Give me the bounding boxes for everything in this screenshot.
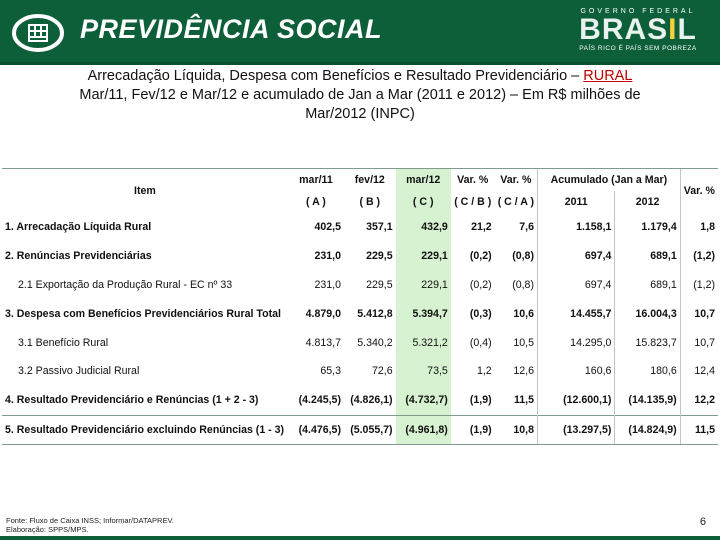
cell-var-ca: (0,8) — [512, 278, 534, 291]
cell-mar12: 5.394,7 — [396, 299, 451, 328]
header-acumulado: Acumulado (Jan a Mar) — [537, 169, 680, 192]
cell-mar12: (4.732,7) — [396, 386, 451, 415]
cell-var-cb: (0,3) — [469, 307, 492, 320]
cell-var-cb: (0,4) — [469, 336, 492, 349]
footer-notes — [6, 516, 174, 534]
brasil-part-i: I — [668, 13, 678, 46]
header-c: ( C ) — [396, 191, 451, 213]
header-row-1 — [2, 169, 718, 192]
cell-acum-2011: (13.297,5) — [537, 415, 614, 445]
cell-mar12: 229,1 — [396, 242, 451, 271]
cell-acum-2012: 180,6 — [615, 357, 680, 386]
cell-var-acum: 1,8 — [680, 213, 718, 242]
row-label: 3. Despesa com Benefícios Previdenciários Rural Total — [5, 307, 281, 320]
cell-mar12: 73,5 — [396, 357, 451, 386]
header-fev12: fev/12 — [344, 169, 396, 192]
cell-acum-2011: 1.158,1 — [537, 213, 614, 242]
cell-fev12: 72,6 — [371, 365, 393, 378]
cell-mar11: (4.476,5) — [288, 415, 344, 445]
header-2012: 2012 — [615, 191, 680, 213]
brasil-part-b: L — [677, 13, 697, 46]
cell-mar12: 5.321,2 — [396, 328, 451, 357]
header-ca: ( C / A ) — [497, 196, 534, 208]
cell-acum-2012: (14.135,9) — [615, 386, 680, 415]
row-label: 3.1 Benefício Rural — [18, 336, 109, 349]
header-var-2: Var. % — [495, 169, 538, 192]
cell-mar11: (4.245,5) — [298, 394, 341, 407]
cell-var-acum: (1,2) — [680, 242, 718, 271]
table-row — [2, 415, 718, 445]
page-title — [20, 67, 700, 124]
cell-var-ca: (0,8) — [512, 250, 534, 263]
gov-slogan: PAÍS RICO É PAÍS SEM POBREZA — [579, 45, 697, 52]
cell-acum-2011: 697,4 — [537, 242, 614, 271]
cell-var-ca: 10,8 — [495, 415, 538, 445]
title-line-2: Mar/11, Fev/12 e Mar/12 e acumulado de Jan a Mar (2011 e 2012) – Em R$ milhões de — [79, 87, 641, 103]
row-label: 3.2 Passivo Judicial Rural — [18, 365, 140, 378]
header-b: ( B ) — [359, 196, 381, 208]
bottom-bar — [0, 536, 720, 540]
header-a: ( A ) — [306, 196, 326, 208]
footer-elaboration: Elaboração: SPPS/MPS. — [6, 525, 89, 534]
cell-var-acum: 12,2 — [680, 386, 718, 415]
cell-acum-2011: (12.600,1) — [537, 386, 614, 415]
cell-var-cb: (1,9) — [451, 415, 495, 445]
header-mar11: mar/11 — [288, 169, 344, 192]
cell-var-ca: 12,6 — [513, 365, 534, 378]
cell-mar12: (4.961,8) — [396, 415, 451, 445]
brasil-part-a: BRAS — [579, 13, 669, 46]
cell-fev12: 5.412,8 — [357, 307, 393, 320]
cell-mar12: 229,1 — [396, 271, 451, 300]
table-row — [2, 357, 718, 386]
header-divider — [0, 62, 720, 65]
row-label: 1. Arrecadação Líquida Rural — [5, 221, 152, 234]
cell-fev12: (5.055,7) — [344, 415, 396, 445]
header-var-3: Var. % — [680, 169, 718, 214]
cell-acum-2011: 14.455,7 — [537, 299, 614, 328]
header-cb: ( C / B ) — [454, 196, 492, 208]
cell-acum-2012: 15.823,7 — [615, 328, 680, 357]
header-2011: 2011 — [537, 191, 614, 213]
brand-title: PREVIDÊNCIA SOCIAL — [80, 14, 383, 44]
cell-var-cb: (0,2) — [469, 250, 492, 263]
page-number: 6 — [699, 516, 706, 528]
cell-mar11: 231,0 — [314, 278, 341, 291]
cell-mar11: 402,5 — [314, 221, 341, 234]
cell-acum-2012: 16.004,3 — [615, 299, 680, 328]
header-var-1: Var. % — [451, 169, 495, 192]
cell-var-cb: (0,2) — [469, 278, 492, 291]
gov-top-label: GOVERNO FEDERAL — [580, 8, 696, 15]
cell-var-ca: 10,6 — [513, 307, 534, 320]
cell-var-ca: 7,6 — [519, 221, 534, 234]
brasil-wordmark — [568, 15, 708, 45]
cell-fev12: 5.340,2 — [357, 336, 393, 349]
cell-acum-2012: 689,1 — [615, 242, 680, 271]
title-prefix: Arrecadação Líquida, Despesa com Benefícios e Resultado Previdenciário – — [87, 68, 584, 84]
cell-mar11: 4.813,7 — [305, 336, 341, 349]
cell-fev12: (4.826,1) — [350, 394, 393, 407]
cell-acum-2011: 160,6 — [537, 357, 614, 386]
cell-var-acum: 12,4 — [680, 357, 718, 386]
cell-var-cb: 1,2 — [476, 365, 492, 378]
cell-acum-2011: 14.295,0 — [537, 328, 614, 357]
cell-var-acum: (1,2) — [680, 271, 718, 300]
table-row — [2, 328, 718, 357]
cell-mar12: 432,9 — [396, 213, 451, 242]
table-row — [2, 299, 718, 328]
title-highlight: RURAL — [583, 68, 633, 84]
data-table — [2, 168, 718, 445]
cell-var-ca: 10,5 — [513, 336, 534, 349]
cell-mar11: 65,3 — [320, 365, 341, 378]
title-line-1 — [20, 67, 700, 86]
cell-fev12: 357,1 — [366, 221, 393, 234]
row-label: 2. Renúncias Previdenciárias — [5, 250, 152, 263]
header-mar12: mar/12 — [396, 169, 451, 192]
title-line-3: Mar/2012 (INPC) — [305, 106, 415, 122]
cell-var-ca: 11,5 — [513, 394, 534, 407]
header-banner — [0, 0, 720, 65]
row-label: 2.1 Exportação da Produção Rural - EC nº 33 — [18, 278, 233, 291]
cell-acum-2012: 689,1 — [615, 271, 680, 300]
cell-var-acum: 10,7 — [680, 328, 718, 357]
row-label: 5. Resultado Previdenciário excluindo Renúncias (1 - 3) — [2, 415, 288, 445]
cell-fev12: 229,5 — [366, 278, 393, 291]
cell-var-cb: (1,9) — [469, 394, 492, 407]
table-row — [2, 271, 718, 300]
table-row — [2, 213, 718, 242]
header-item: Item — [2, 169, 288, 214]
cell-acum-2011: 697,4 — [537, 271, 614, 300]
table-row — [2, 386, 718, 415]
cell-mar11: 4.879,0 — [305, 307, 341, 320]
cell-var-acum: 11,5 — [680, 415, 718, 445]
row-label: 4. Resultado Previdenciário e Renúncias (1 + 2 - 3) — [5, 394, 259, 407]
previdencia-logo-icon — [12, 12, 68, 54]
table-row — [2, 242, 718, 271]
cell-var-acum: 10,7 — [680, 299, 718, 328]
governo-federal-logo — [568, 8, 708, 52]
cell-var-cb: 21,2 — [471, 221, 492, 234]
cell-mar11: 231,0 — [314, 250, 341, 263]
cell-acum-2012: 1.179,4 — [615, 213, 680, 242]
cell-acum-2012: (14.824,9) — [615, 415, 680, 445]
footer-source: Fonte: Fluxo de Caixa INSS; Informar/DATAPREV. — [6, 516, 174, 525]
cell-fev12: 229,5 — [366, 250, 393, 263]
